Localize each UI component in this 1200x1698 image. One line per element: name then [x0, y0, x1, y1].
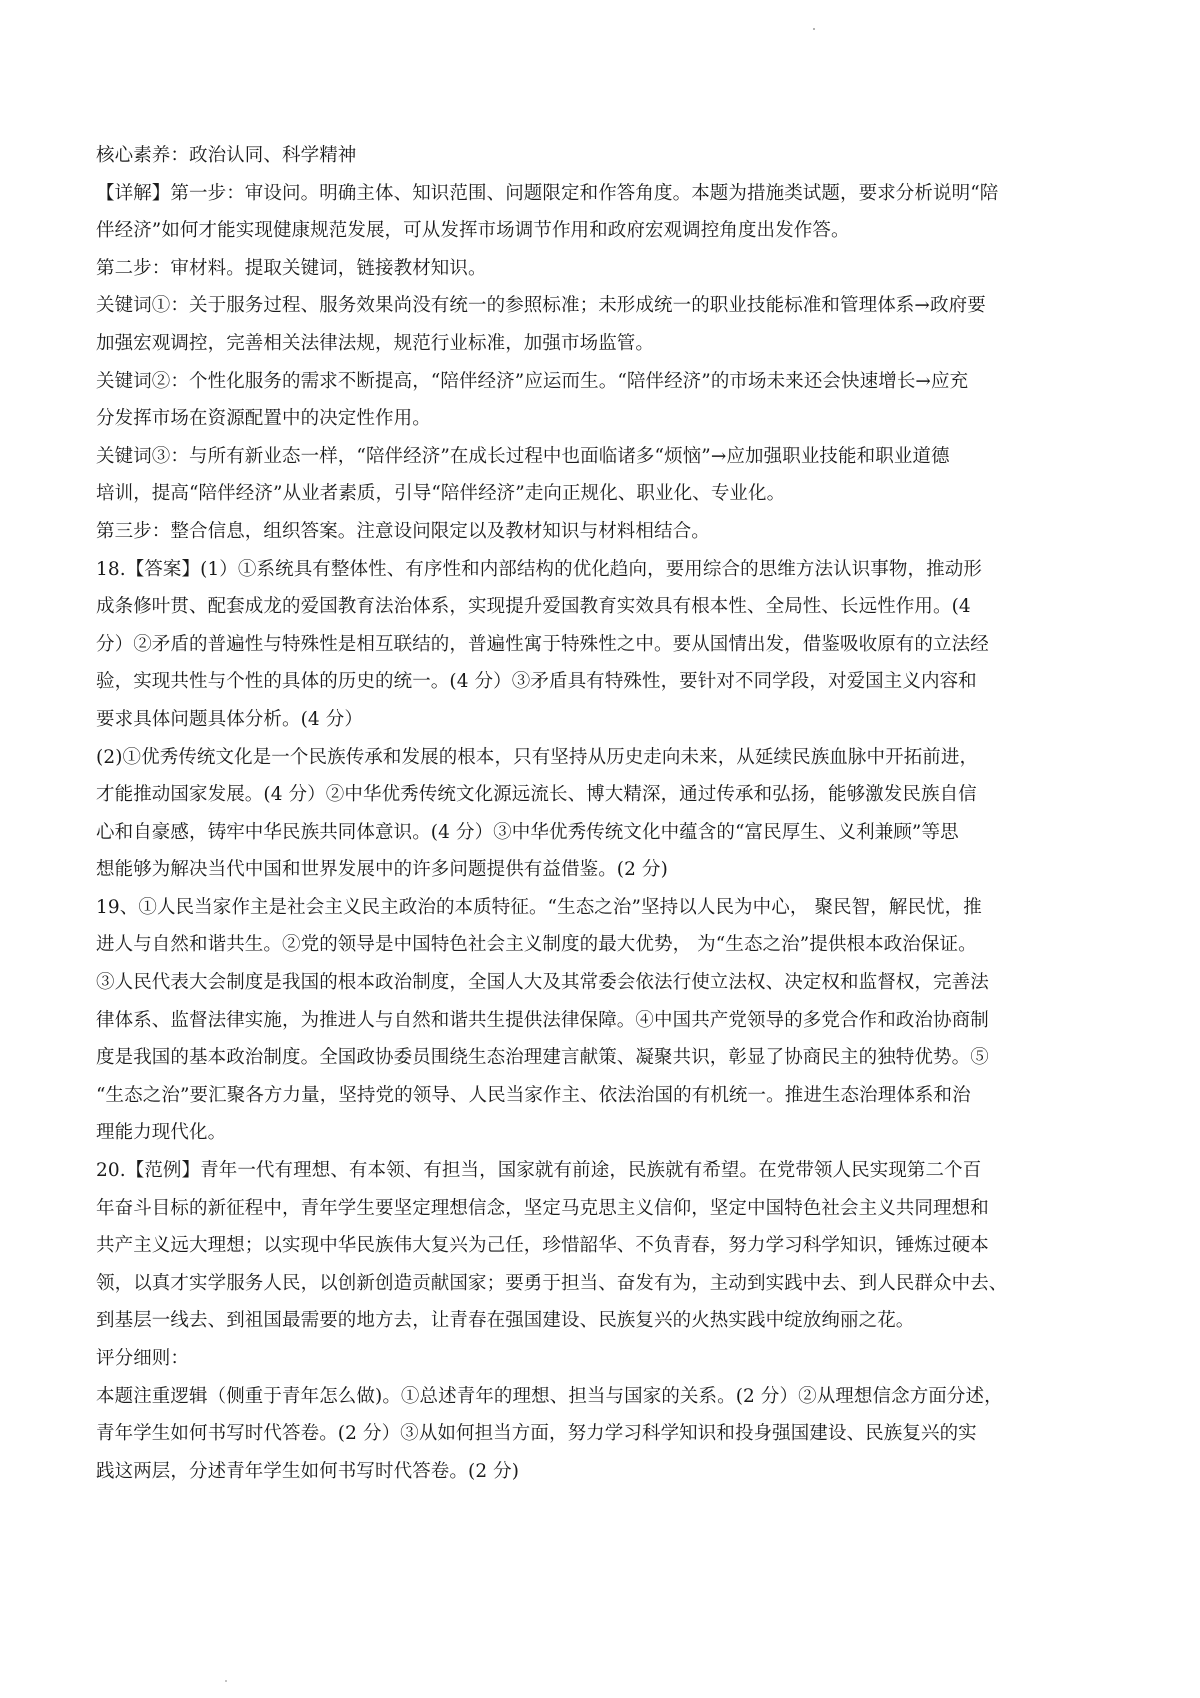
scan-artifact-dot	[813, 28, 815, 30]
text-line: 评分细则：	[96, 1348, 190, 1369]
text-line: 伴经济”如何才能实现健康规范发展，可从发挥市场调节作用和政府宏观调控角度出发作答。	[96, 220, 850, 242]
document-body	[96, 137, 1106, 1490]
text-line: 核心素养：政治认同、科学精神	[96, 145, 357, 166]
text-line: 践这两层，分述青年学生如何书写时代答卷。(2 分)	[96, 1460, 520, 1482]
text-line: 关键词③：与所有新业态一样，“陪伴经济”在成长过程中也面临诸多“烦恼”→应加强职业技能和职业道德	[96, 445, 950, 467]
text-line: 才能推动国家发展。(4 分）②中华优秀传统文化源远流长、博大精深，通过传承和弘扬，能够激发民族自信	[96, 784, 977, 806]
text-line: 第二步：审材料。提取关键词，链接教材知识。	[96, 257, 487, 279]
text-line: 关键词①：关于服务过程、服务效果尚没有统一的参照标准；未形成统一的职业技能标准和管理体系→政府要	[96, 295, 986, 317]
text-line: 度是我国的基本政治制度。全国政协委员围绕生态治理建言献策、凝聚共识，彰显了协商民主的独特优势。⑤	[96, 1047, 989, 1069]
scan-artifact-dot	[225, 1680, 227, 1682]
text-line: 分发挥市场在资源配置中的决定性作用。	[96, 408, 431, 430]
text-line: (2)①优秀传统文化是一个民族传承和发展的根本，只有坚持从历史走向未来，从延续民族血脉中开拓前进，	[96, 746, 979, 768]
text-line: 领，以真才实学服务人民，以创新创造贡献国家；要勇于担当、奋发有为，主动到实践中去、到人民群众中去、	[96, 1272, 1008, 1294]
text-line: 到基层一线去、到祖国最需要的地方去，让青春在强国建设、民族复兴的火热实践中绽放绚丽之花。	[96, 1310, 915, 1332]
text-line: 共产主义远大理想；以实现中华民族伟大复兴为己任，珍惜韶华、不负青春，努力学习科学知识，锤炼过硬本	[96, 1235, 989, 1257]
text-line: 进人与自然和谐共生。②党的领导是中国特色社会主义制度的最大优势， 为“生态之治”提供根本政治保证。	[96, 934, 977, 956]
text-line: 年奋斗目标的新征程中，青年学生要坚定理想信念，坚定马克思主义信仰，坚定中国特色社会主义共同理想和	[96, 1197, 989, 1219]
text-line: ③人民代表大会制度是我国的根本政治制度，全国人大及其常委会依法行使立法权、决定权和监督权，完善法	[96, 972, 989, 994]
text-line: “生态之治”要汇聚各方力量，坚持党的领导、人民当家作主、依法治国的有机统一。推进生态治理体系和治	[96, 1084, 971, 1106]
text-line: 理能力现代化。	[96, 1122, 227, 1144]
text-line: 成条修叶贯、配套成龙的爱国教育法治体系，实现提升爱国教育实效具有根本性、全局性、长远性作用。(4	[96, 596, 971, 618]
text-line: 心和自豪感，铸牢中华民族共同体意识。(4 分）③中华优秀传统文化中蕴含的“富民厚生、义利兼顾”等思	[96, 821, 959, 843]
text-line: 培训，提高“陪伴经济”从业者素质，引导“陪伴经济”走向正规化、职业化、专业化。	[96, 483, 786, 505]
text-line: 18.【答案】(1）①系统具有整体性、有序性和内部结构的优化趋向，要用综合的思维方法认识事物，推动形	[96, 558, 982, 580]
text-line: 19、①人民当家作主是社会主义民主政治的本质特征。“生态之治”坚持以人民为中心， 聚民智，解民忧，推	[96, 896, 982, 918]
text-line: 本题注重逻辑（侧重于青年怎么做)。①总述青年的理想、担当与国家的关系。(2 分）②从理想信念方面分述，	[96, 1385, 1003, 1407]
text-line: 20.【范例】青年一代有理想、有本领、有担当，国家就有前途，民族就有希望。在党带领人民实现第二个百	[96, 1160, 982, 1182]
text-line: 想能够为解决当代中国和世界发展中的许多问题提供有益借鉴。(2 分)	[96, 859, 668, 881]
text-line: 加强宏观调控，完善相关法律法规，规范行业标准，加强市场监管。	[96, 332, 655, 354]
text-line: 要求具体问题具体分析。(4 分）	[96, 708, 363, 730]
text-line: 分）②矛盾的普遍性与特殊性是相互联结的，普遍性寓于特殊性之中。要从国情出发，借鉴吸收原有的立法经	[96, 633, 989, 655]
text-line: 青年学生如何书写时代答卷。(2 分）③从如何担当方面，努力学习科学知识和投身强国建设、民族复兴的实	[96, 1423, 977, 1445]
text-line: 验，实现共性与个性的具体的历史的统一。(4 分）③矛盾具有特殊性，要针对不同学段，对爱国主义内容和	[96, 671, 977, 693]
text-line: 律体系、监督法律实施，为推进人与自然和谐共生提供法律保障。④中国共产党领导的多党合作和政治协商制	[96, 1009, 989, 1031]
text-line: 关键词②：个性化服务的需求不断提高，“陪伴经济”应运而生。“陪伴经济”的市场未来还会快速增长→应充	[96, 370, 969, 392]
text-line: 【详解】第一步：审设问。明确主体、知识范围、问题限定和作答角度。本题为措施类试题，要求分析说明“陪	[96, 182, 999, 204]
text-line: 第三步：整合信息，组织答案。注意设问限定以及教材知识与材料相结合。	[96, 520, 710, 542]
